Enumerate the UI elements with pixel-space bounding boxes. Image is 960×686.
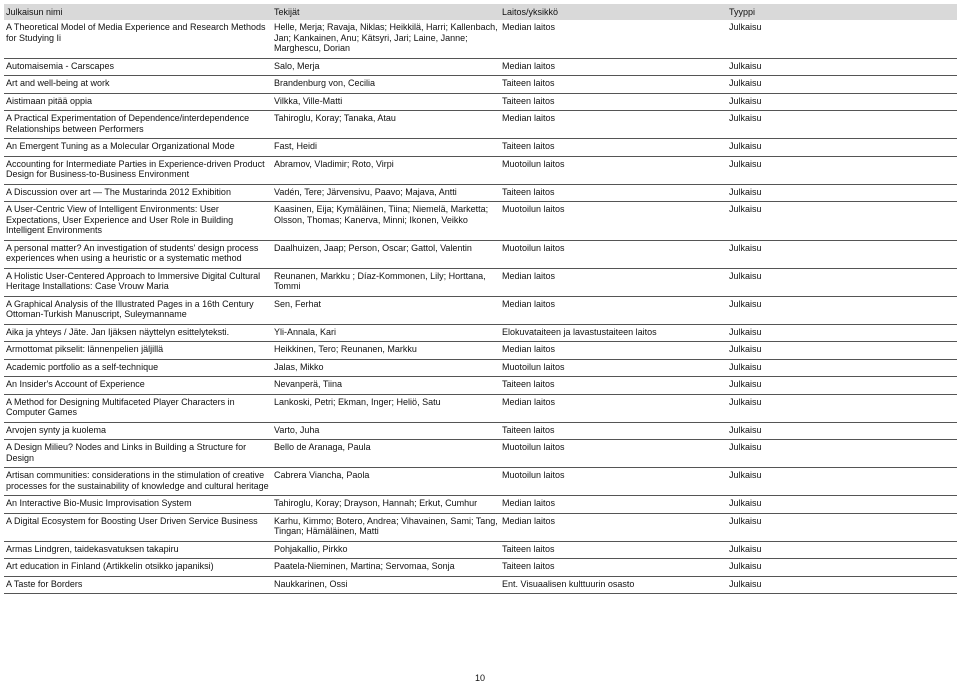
cell-department: Muotoilun laitos bbox=[500, 468, 727, 496]
cell-authors: Tahiroglu, Koray; Tanaka, Atau bbox=[272, 111, 500, 139]
table-row bbox=[4, 324, 957, 342]
cell-type: Julkaisu bbox=[727, 20, 957, 58]
table-row bbox=[4, 440, 957, 468]
cell-title: Armas Lindgren, taidekasvatuksen takapiru bbox=[4, 541, 272, 559]
cell-type: Julkaisu bbox=[727, 422, 957, 440]
cell-authors: Fast, Heidi bbox=[272, 139, 500, 157]
cell-type: Julkaisu bbox=[727, 324, 957, 342]
cell-type: Julkaisu bbox=[727, 58, 957, 76]
cell-type: Julkaisu bbox=[727, 496, 957, 514]
cell-title: A Graphical Analysis of the Illustrated Pages in a 16th Century Ottoman-Turkish Manuscript, Suleymanname bbox=[4, 296, 272, 324]
cell-type: Julkaisu bbox=[727, 440, 957, 468]
cell-department: Median laitos bbox=[500, 394, 727, 422]
cell-department: Ent. Visuaalisen kulttuurin osasto bbox=[500, 576, 727, 594]
cell-title: An Insider's Account of Experience bbox=[4, 377, 272, 395]
header-authors: Tekijät bbox=[272, 4, 500, 20]
cell-title: A Design Milieu? Nodes and Links in Building a Structure for Design bbox=[4, 440, 272, 468]
cell-title: A Practical Experimentation of Dependence/interdependence Relationships between Performers bbox=[4, 111, 272, 139]
cell-title: Arvojen synty ja kuolema bbox=[4, 422, 272, 440]
cell-department: Median laitos bbox=[500, 268, 727, 296]
cell-authors: Daalhuizen, Jaap; Person, Oscar; Gattol, Valentin bbox=[272, 240, 500, 268]
table-row bbox=[4, 394, 957, 422]
cell-authors: Nevanperä, Tiina bbox=[272, 377, 500, 395]
cell-type: Julkaisu bbox=[727, 359, 957, 377]
cell-department: Taiteen laitos bbox=[500, 184, 727, 202]
cell-authors: Bello de Aranaga, Paula bbox=[272, 440, 500, 468]
cell-title: A Holistic User-Centered Approach to Immersive Digital Cultural Heritage Installations: Case Vrouw Maria bbox=[4, 268, 272, 296]
table-row bbox=[4, 513, 957, 541]
table-row bbox=[4, 76, 957, 94]
cell-department: Median laitos bbox=[500, 111, 727, 139]
table-row bbox=[4, 468, 957, 496]
cell-authors: Lankoski, Petri; Ekman, Inger; Heliö, Satu bbox=[272, 394, 500, 422]
cell-title: Academic portfolio as a self-technique bbox=[4, 359, 272, 377]
cell-type: Julkaisu bbox=[727, 342, 957, 360]
cell-title: An Interactive Bio-Music Improvisation System bbox=[4, 496, 272, 514]
cell-department: Muotoilun laitos bbox=[500, 240, 727, 268]
cell-authors: Paatela-Nieminen, Martina; Servomaa, Sonja bbox=[272, 559, 500, 577]
cell-authors: Salo, Merja bbox=[272, 58, 500, 76]
cell-department: Muotoilun laitos bbox=[500, 156, 727, 184]
cell-title: Art education in Finland (Artikkelin otsikko japaniksi) bbox=[4, 559, 272, 577]
cell-department: Taiteen laitos bbox=[500, 139, 727, 157]
cell-type: Julkaisu bbox=[727, 559, 957, 577]
cell-type: Julkaisu bbox=[727, 541, 957, 559]
cell-authors: Kaasinen, Eija; Kymäläinen, Tiina; Niemelä, Marketta; Olsson, Thomas; Kanerva, Minni; Ikonen, Veikko bbox=[272, 202, 500, 241]
table-row bbox=[4, 359, 957, 377]
table-row bbox=[4, 296, 957, 324]
cell-department: Taiteen laitos bbox=[500, 559, 727, 577]
cell-authors: Reunanen, Markku ; Díaz-Kommonen, Lily; Horttana, Tommi bbox=[272, 268, 500, 296]
cell-type: Julkaisu bbox=[727, 268, 957, 296]
cell-authors: Brandenburg von, Cecilia bbox=[272, 76, 500, 94]
table-row bbox=[4, 20, 957, 58]
cell-type: Julkaisu bbox=[727, 76, 957, 94]
table-row bbox=[4, 240, 957, 268]
table-row bbox=[4, 576, 957, 594]
publications-table bbox=[4, 4, 957, 594]
table-row bbox=[4, 559, 957, 577]
cell-type: Julkaisu bbox=[727, 139, 957, 157]
cell-department: Median laitos bbox=[500, 296, 727, 324]
page-number: 10 bbox=[474, 673, 485, 683]
cell-department: Median laitos bbox=[500, 496, 727, 514]
cell-authors: Pohjakallio, Pirkko bbox=[272, 541, 500, 559]
cell-department: Muotoilun laitos bbox=[500, 359, 727, 377]
header-department: Laitos/yksikkö bbox=[500, 4, 727, 20]
cell-authors: Karhu, Kimmo; Botero, Andrea; Vihavainen, Sami; Tang, Tingan; Hämäläinen, Matti bbox=[272, 513, 500, 541]
cell-title: Aika ja yhteys / Jäte. Jan Ijäksen näyttelyn esittelyteksti. bbox=[4, 324, 272, 342]
cell-type: Julkaisu bbox=[727, 240, 957, 268]
cell-authors: Vadén, Tere; Järvensivu, Paavo; Majava, Antti bbox=[272, 184, 500, 202]
cell-authors: Yli-Annala, Kari bbox=[272, 324, 500, 342]
cell-type: Julkaisu bbox=[727, 93, 957, 111]
cell-title: A User-Centric View of Intelligent Environments: User Expectations, User Experience and User Role in Building Intelligent Environments bbox=[4, 202, 272, 241]
cell-authors: Tahiroglu, Koray; Drayson, Hannah; Erkut, Cumhur bbox=[272, 496, 500, 514]
table-row bbox=[4, 541, 957, 559]
table-row bbox=[4, 342, 957, 360]
cell-title: A Theoretical Model of Media Experience and Research Methods for Studying Ii bbox=[4, 20, 272, 58]
cell-authors: Abramov, Vladimir; Roto, Virpi bbox=[272, 156, 500, 184]
cell-title: Art and well-being at work bbox=[4, 76, 272, 94]
table-row bbox=[4, 377, 957, 395]
cell-authors: Varto, Juha bbox=[272, 422, 500, 440]
table-row bbox=[4, 184, 957, 202]
table-row bbox=[4, 422, 957, 440]
cell-authors: Jalas, Mikko bbox=[272, 359, 500, 377]
cell-title: A Digital Ecosystem for Boosting User Driven Service Business bbox=[4, 513, 272, 541]
table-row bbox=[4, 58, 957, 76]
cell-title: A personal matter? An investigation of students' design process experiences when using a heuristic or a systematic method bbox=[4, 240, 272, 268]
cell-type: Julkaisu bbox=[727, 468, 957, 496]
cell-department: Taiteen laitos bbox=[500, 422, 727, 440]
cell-department: Median laitos bbox=[500, 20, 727, 58]
cell-department: Taiteen laitos bbox=[500, 93, 727, 111]
cell-type: Julkaisu bbox=[727, 394, 957, 422]
cell-department: Taiteen laitos bbox=[500, 377, 727, 395]
cell-type: Julkaisu bbox=[727, 296, 957, 324]
cell-authors: Naukkarinen, Ossi bbox=[272, 576, 500, 594]
table-body bbox=[4, 20, 957, 594]
table-row bbox=[4, 156, 957, 184]
cell-authors: Cabrera Viancha, Paola bbox=[272, 468, 500, 496]
cell-type: Julkaisu bbox=[727, 156, 957, 184]
cell-type: Julkaisu bbox=[727, 184, 957, 202]
cell-department: Median laitos bbox=[500, 342, 727, 360]
table-header-row bbox=[4, 4, 957, 20]
cell-type: Julkaisu bbox=[727, 111, 957, 139]
table-row bbox=[4, 111, 957, 139]
header-title: Julkaisun nimi bbox=[4, 4, 272, 20]
cell-title: A Taste for Borders bbox=[4, 576, 272, 594]
table-row bbox=[4, 496, 957, 514]
table-row bbox=[4, 139, 957, 157]
cell-title: Automaisemia - Carscapes bbox=[4, 58, 272, 76]
cell-title: A Method for Designing Multifaceted Player Characters in Computer Games bbox=[4, 394, 272, 422]
header-type: Tyyppi bbox=[727, 4, 957, 20]
cell-department: Median laitos bbox=[500, 513, 727, 541]
cell-department: Median laitos bbox=[500, 58, 727, 76]
cell-type: Julkaisu bbox=[727, 576, 957, 594]
cell-authors: Heikkinen, Tero; Reunanen, Markku bbox=[272, 342, 500, 360]
table-row bbox=[4, 202, 957, 241]
cell-department: Muotoilun laitos bbox=[500, 202, 727, 241]
cell-authors: Helle, Merja; Ravaja, Niklas; Heikkilä, Harri; Kallenbach, Jan; Kankainen, Anu; Kätsyri, Jari; Laine, Janne; Marghescu, Dorian bbox=[272, 20, 500, 58]
cell-authors: Vilkka, Ville-Matti bbox=[272, 93, 500, 111]
cell-title: Artisan communities: considerations in the stimulation of creative processes for the sustainability of knowledge and cultural heritage bbox=[4, 468, 272, 496]
cell-title: Aistimaan pitää oppia bbox=[4, 93, 272, 111]
cell-title: Accounting for Intermediate Parties in Experience-driven Product Design for Business-to-Business Environment bbox=[4, 156, 272, 184]
cell-title: Armottomat pikselit: lännenpelien jäljillä bbox=[4, 342, 272, 360]
cell-authors: Sen, Ferhat bbox=[272, 296, 500, 324]
table-row bbox=[4, 93, 957, 111]
cell-title: An Emergent Tuning as a Molecular Organizational Mode bbox=[4, 139, 272, 157]
cell-department: Muotoilun laitos bbox=[500, 440, 727, 468]
cell-type: Julkaisu bbox=[727, 513, 957, 541]
cell-department: Taiteen laitos bbox=[500, 76, 727, 94]
cell-department: Elokuvataiteen ja lavastustaiteen laitos bbox=[500, 324, 727, 342]
cell-type: Julkaisu bbox=[727, 377, 957, 395]
cell-type: Julkaisu bbox=[727, 202, 957, 241]
cell-title: A Discussion over art — The Mustarinda 2012 Exhibition bbox=[4, 184, 272, 202]
cell-department: Taiteen laitos bbox=[500, 541, 727, 559]
table-row bbox=[4, 268, 957, 296]
